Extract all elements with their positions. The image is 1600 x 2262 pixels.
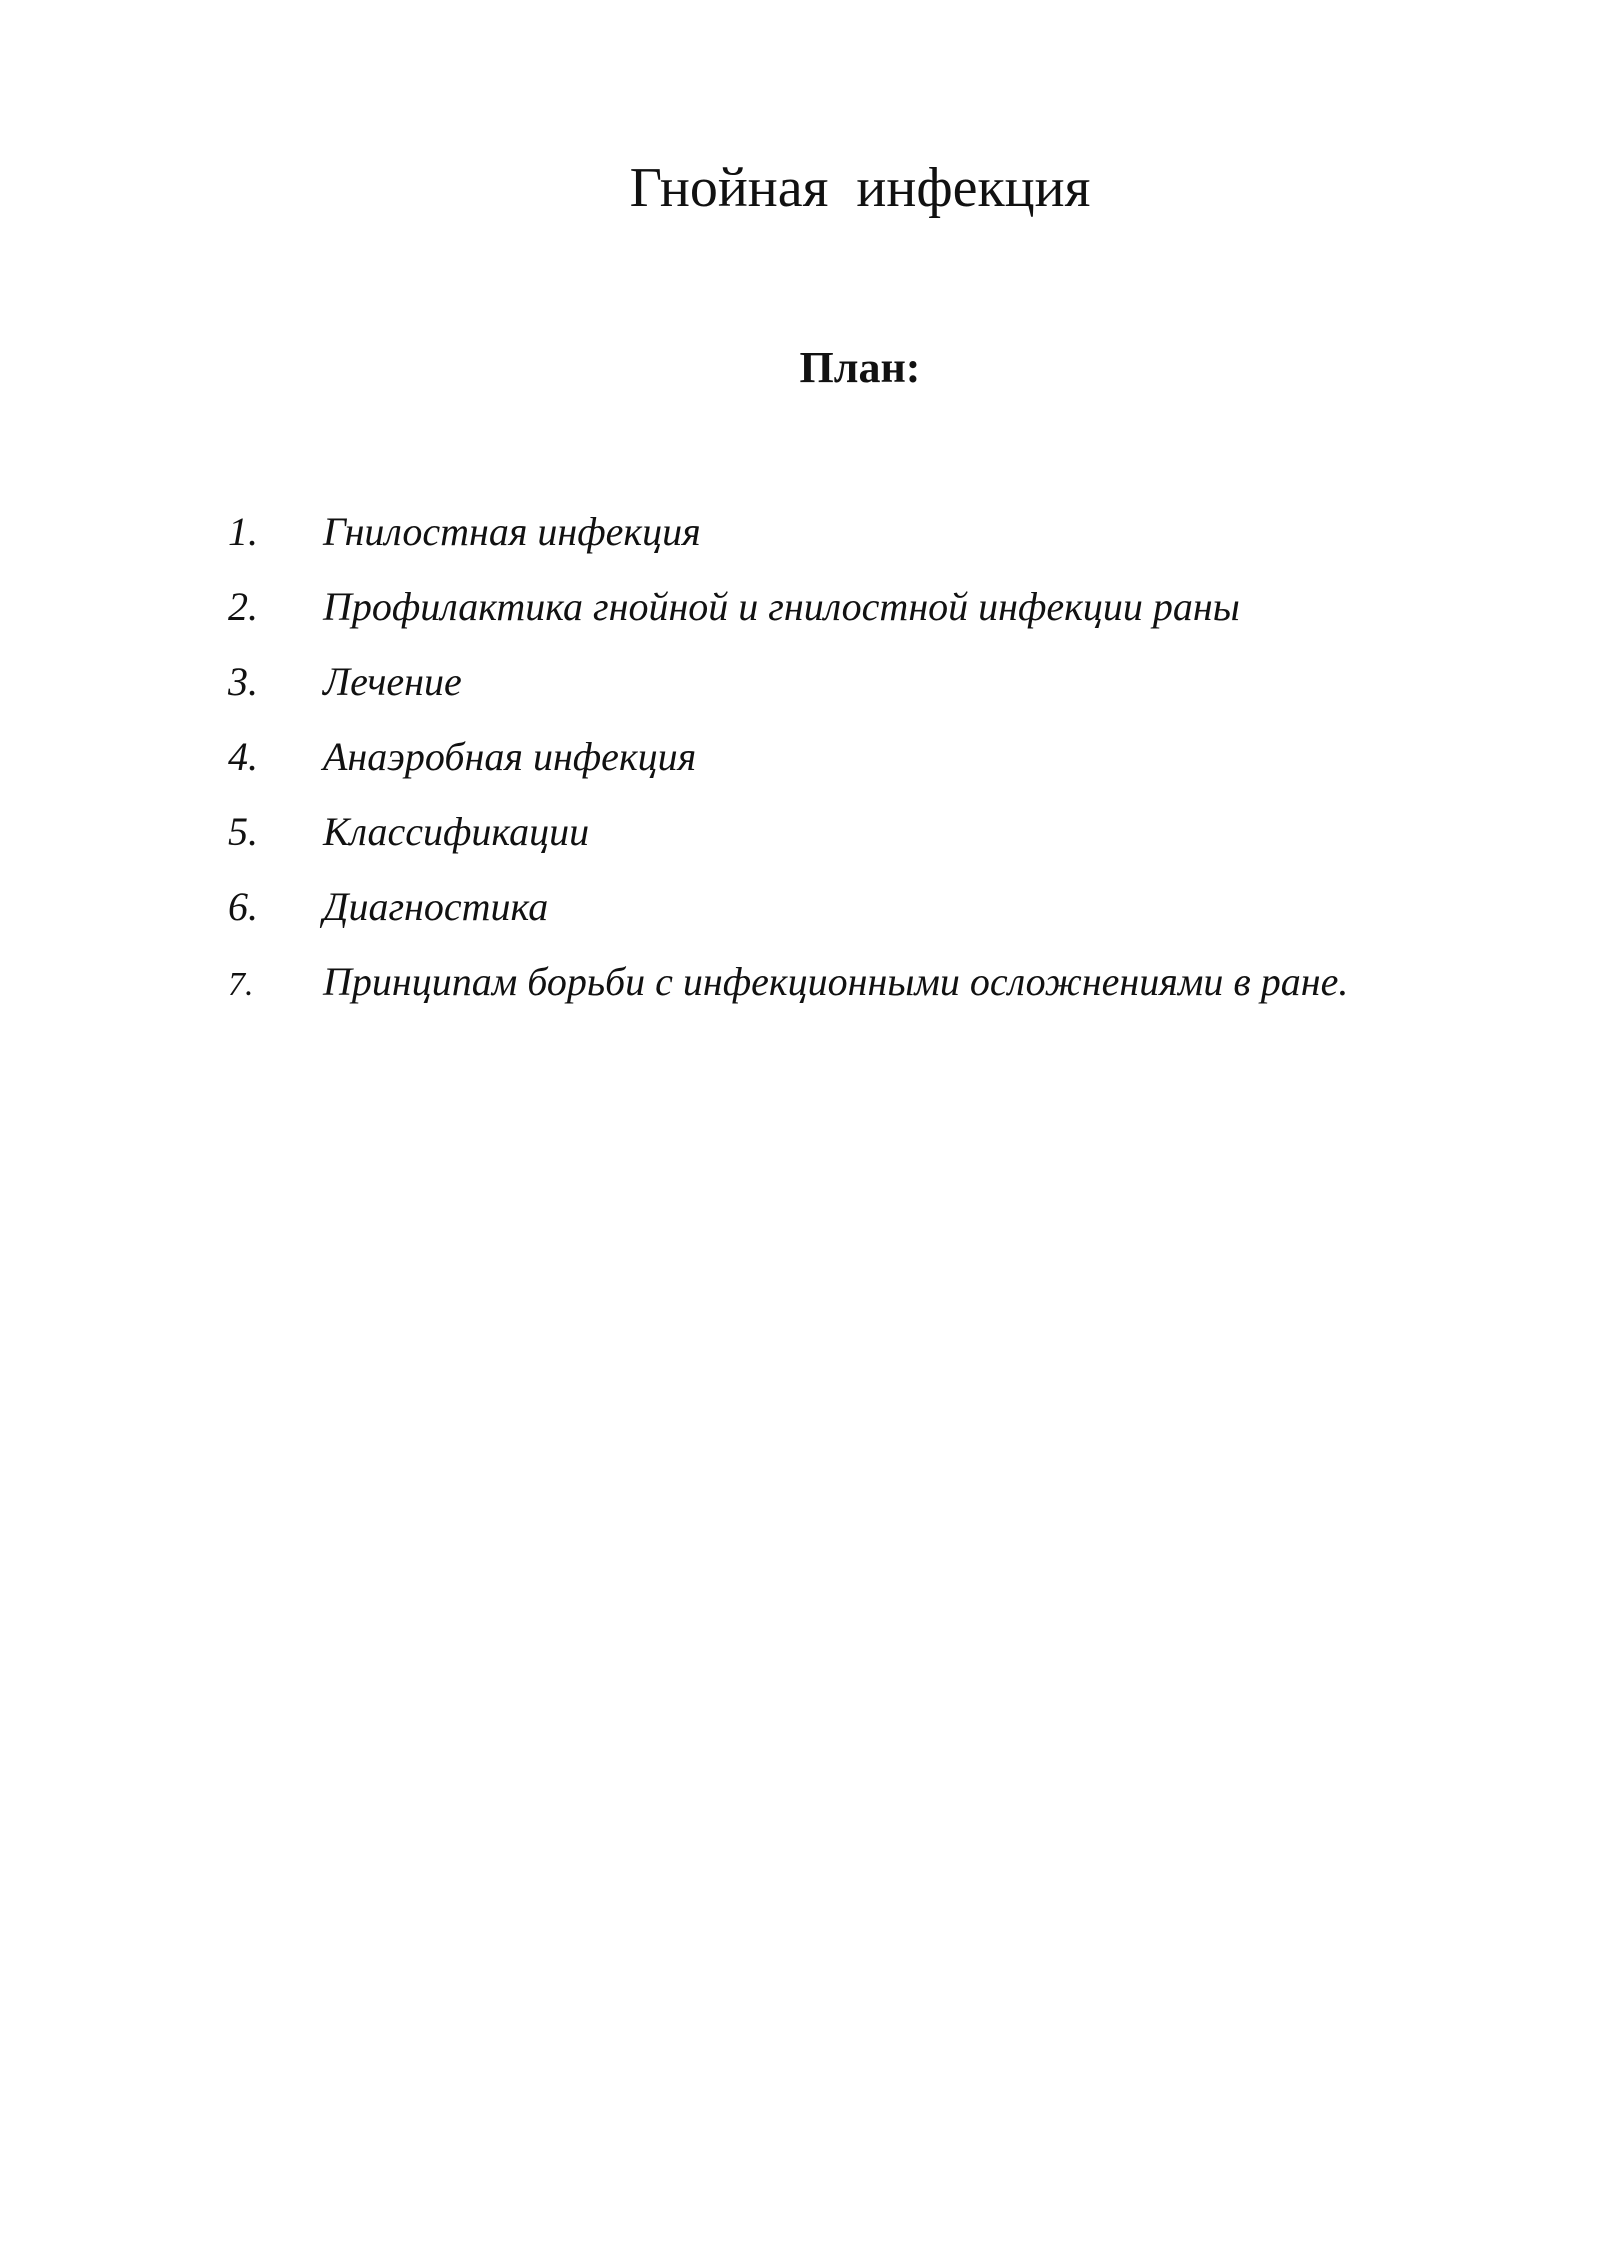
plan-item-5	[0, 804, 1600, 879]
plan-item-number: 7.	[228, 966, 254, 1003]
plan-item-number: 3.	[228, 659, 258, 704]
plan-item-2	[0, 579, 1600, 654]
plan-item-number: 6.	[228, 884, 258, 929]
plan-item-7	[0, 954, 1600, 1029]
plan-item-text: Диагностика	[323, 884, 549, 929]
plan-item-number: 4.	[228, 734, 258, 779]
plan-item-6	[0, 879, 1600, 954]
plan-item-text: Профилактика гнойной и гнилостной инфекции раны	[323, 584, 1240, 629]
plan-item-3	[0, 654, 1600, 729]
plan-item-number: 1.	[228, 509, 258, 554]
plan-item-text: Анаэробная инфекция	[323, 734, 697, 779]
plan-item-4	[0, 729, 1600, 804]
plan-item-text: Классификации	[323, 809, 590, 854]
plan-item-text: Лечение	[323, 659, 462, 704]
document-title: Гнойная инфекция	[629, 157, 1091, 219]
plan-item-1	[0, 504, 1600, 579]
plan-item-text: Гнилостная инфекция	[323, 509, 701, 554]
plan-item-text: Принципам борьби с инфекционными осложнениями в ране.	[323, 959, 1349, 1004]
plan-heading: План:	[799, 343, 921, 392]
plan-item-number: 5.	[228, 809, 258, 854]
plan-item-number: 2.	[228, 584, 258, 629]
plan-list	[0, 504, 1600, 1029]
